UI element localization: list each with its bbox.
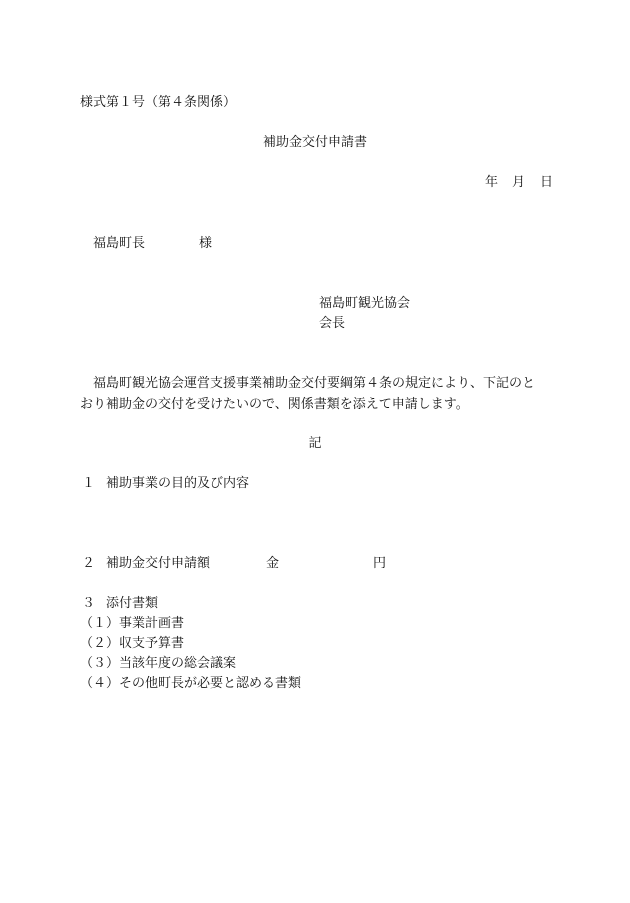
date-year-label: 年 (485, 175, 499, 190)
date-day-label: 日 (540, 175, 554, 190)
attachment-list-item: （２）収支予算書 (80, 636, 185, 651)
applicant-position: 会長 (319, 316, 346, 331)
applicant-organization: 福島町観光協会 (319, 296, 411, 311)
addressee-name: 福島町長 (93, 236, 146, 251)
addressee-honorific: 様 (199, 236, 213, 251)
item-label: 補助金交付申請額 (106, 556, 211, 571)
amount-suffix: 円 (373, 556, 387, 571)
item-number: １ (82, 476, 96, 491)
attachment-list-item: （１）事業計画書 (80, 616, 185, 631)
item-label: 添付書類 (106, 596, 159, 611)
ki-heading: 記 (308, 436, 322, 451)
body-line: おり補助金の交付を受けたいので、関係書類を添えて申請します。 (80, 397, 469, 412)
body-line: 福島町観光協会運営支援事業補助金交付要綱第４条の規定により、下記のと (93, 376, 536, 391)
date-month-label: 月 (512, 175, 526, 190)
attachment-list-item: （３）当該年度の総会議案 (80, 656, 237, 671)
amount-prefix: 金 (266, 556, 280, 571)
attachment-list-item: （４）その他町長が必要と認める書類 (80, 676, 302, 691)
item-number: ２ (82, 556, 96, 571)
item-number: ３ (82, 596, 96, 611)
document-title: 補助金交付申請書 (262, 135, 367, 150)
item-label: 補助事業の目的及び内容 (106, 476, 250, 491)
form-number: 様式第１号（第４条関係） (80, 95, 237, 110)
